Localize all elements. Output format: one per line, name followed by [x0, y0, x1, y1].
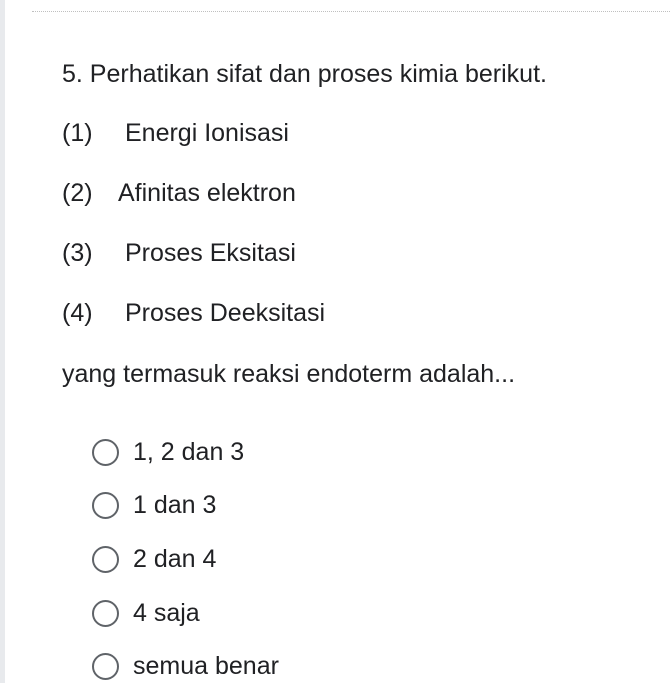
item-label: Afinitas elektron — [118, 179, 296, 207]
question-text: 5. Perhatikan sifat dan proses kimia berikut. — [62, 60, 547, 88]
list-item — [62, 117, 289, 149]
item-number: (3) — [62, 239, 93, 267]
top-divider — [32, 11, 670, 12]
item-number: (4) — [62, 299, 93, 327]
option-label[interactable]: 4 saja — [133, 599, 200, 627]
answer-option-2[interactable] — [92, 488, 216, 522]
answer-option-5[interactable] — [92, 649, 279, 683]
item-label: Energi Ionisasi — [125, 119, 289, 147]
radio-button-icon[interactable] — [92, 546, 119, 573]
list-item — [62, 177, 296, 209]
radio-button-icon[interactable] — [92, 653, 119, 680]
list-item — [62, 297, 325, 329]
item-number: (1) — [62, 119, 93, 147]
radio-button-icon[interactable] — [92, 600, 119, 627]
left-rail — [0, 0, 5, 683]
item-label: Proses Eksitasi — [125, 239, 296, 267]
item-number: (2) — [62, 179, 93, 207]
answer-option-1[interactable] — [92, 435, 244, 469]
option-label[interactable]: 2 dan 4 — [133, 545, 217, 573]
radio-button-icon[interactable] — [92, 492, 119, 519]
radio-button-icon[interactable] — [92, 439, 119, 466]
option-label[interactable]: semua benar — [133, 652, 279, 680]
option-label[interactable]: 1, 2 dan 3 — [133, 438, 245, 466]
prompt-text: yang termasuk reaksi endoterm adalah... — [62, 360, 516, 388]
answer-option-4[interactable] — [92, 596, 200, 630]
answer-option-3[interactable] — [92, 542, 216, 576]
list-item — [62, 237, 296, 269]
option-label[interactable]: 1 dan 3 — [133, 491, 217, 519]
item-label: Proses Deeksitasi — [125, 299, 326, 327]
